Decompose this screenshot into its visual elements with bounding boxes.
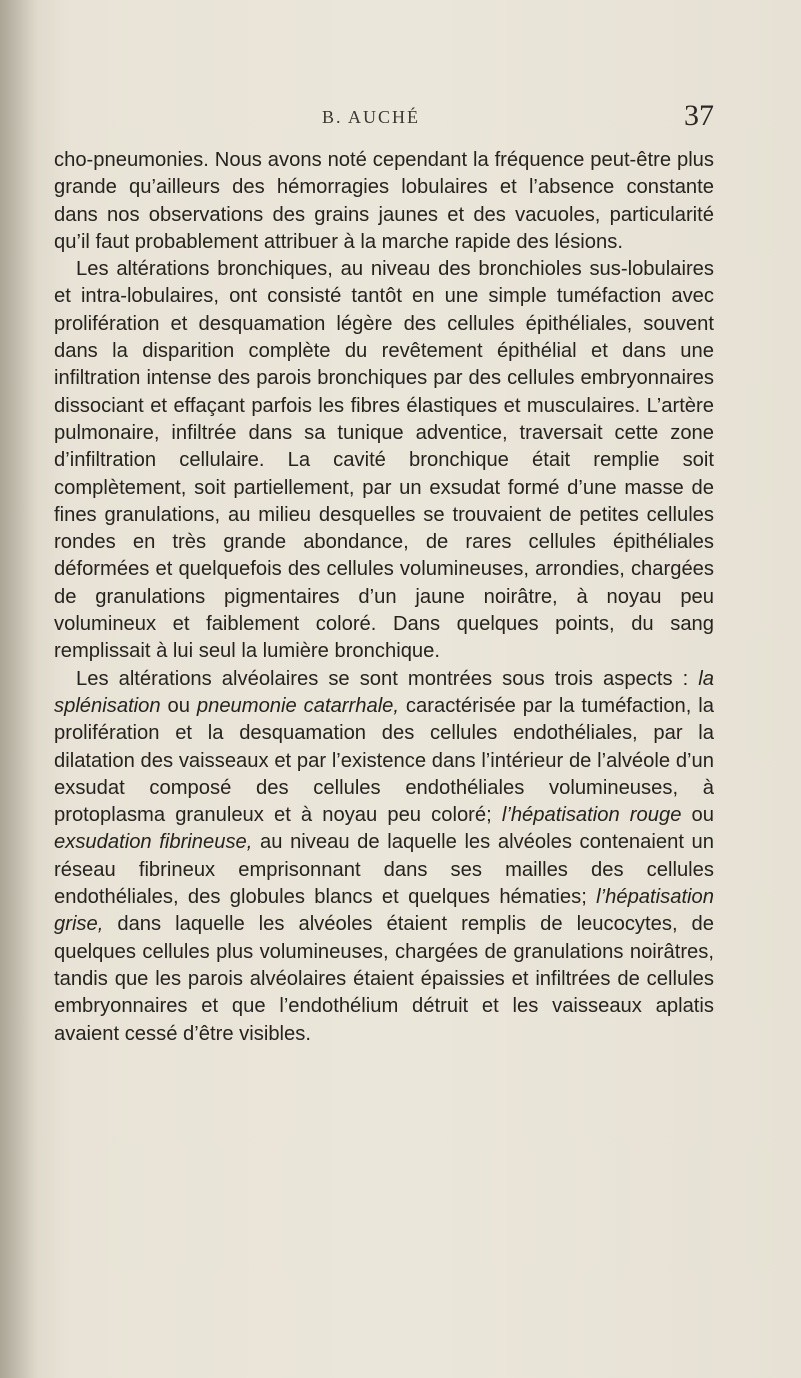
paragraph-1-text: cho-pneumonies. Nous avons noté cependant la fréquence peut-être plus grande qu’ailleurs des hémorragies lobulaires et l’absence constante dans nos observations des grains jaunes et des vacuoles, particularité qu’il faut probablement attribuer à la marche rapide des lésions. [54, 149, 714, 253]
body-text [54, 147, 714, 1048]
term-hepatisation-grise: l’hépatisation grise, [54, 886, 714, 936]
term-hepatisation-rouge: l’hépatisation rouge [501, 804, 682, 827]
paragraph-3-text: ou [681, 804, 714, 827]
paragraph-3 [54, 666, 714, 1048]
paragraph-3-text: dans laquelle les alvéoles étaient remplis de leucocytes, de quelques cellules plus volumineuses, chargées de granulations noirâtres, tandis que les parois alvéolaires étaient épaissies et infiltrées de cellules embryonnaires et que l’endothélium détruit et les vaisseaux aplatis avaient cessé d’être visibles. [54, 913, 714, 1045]
term-pneumonie-catarrhale: pneumonie catarrhale, [196, 694, 400, 717]
page-number: 37 [684, 99, 714, 132]
term-exsudation-fibrineuse: exsudation fibrineuse, [54, 831, 253, 854]
paragraph-2 [54, 256, 714, 665]
paragraph-2-text: Les altérations bronchiques, au niveau des bronchioles sus-lobulaires et intra-lobulaires, ont consisté tantôt en une simple tuméfaction avec prolifération et desquamation légère des cellules épithéliales, souvent dans la disparition complète du revêtement épithélial et dans une infiltration intense des parois bronchiques par des cellules embryonnaires dissociant et effaçant parfois les fibres élastiques et musculaires. L’artère pulmonaire, infiltrée dans sa tunique adventice, traversait cette zone d’infiltration cellulaire. La cavité bronchique était remplie soit complètement, soit partiellement, par un exsudat formé d’une masse de fines granulations, au milieu desquelles se trouvaient de petites cellules rondes en très grande abondance, de rares cellules épithéliales déformées et quelquefois des cellules volumineuses, arrondies, chargées de granulations pigmentaires d’un jaune noirâtre, à noyau peu volumineux et faiblement coloré. Dans quelques points, du sang remplissait à lui seul la lumière bronchique. [54, 258, 714, 663]
paragraph-3-text: au niveau de laquelle les alvéoles contenaient un réseau fibrineux emprisonnant dans ses mailles des cellules endothéliales, des globules blancs et quelques hématies; [54, 831, 714, 909]
page-header [54, 99, 714, 143]
paragraph-3-text: caractérisée par la tuméfaction, la prolifération et la desquamation des cellules endothéliales, par la dilatation des vaisseaux et par l’existence dans l’intérieur de l’alvéole d’un exsudat composé des cellules endothéliales volumineuses, à protoplasma granuleux et à noyau peu coloré; [54, 694, 714, 827]
paragraph-3-text: Les altérations alvéolaires se sont montrées sous trois aspects : [76, 667, 699, 690]
term-splenisation: la splénisation [54, 667, 714, 717]
paragraph-1 [54, 147, 714, 256]
running-head: B. AUCHÉ [322, 107, 421, 127]
page-edge-shadow [0, 0, 38, 1378]
paragraph-3-text: ou [160, 694, 197, 717]
